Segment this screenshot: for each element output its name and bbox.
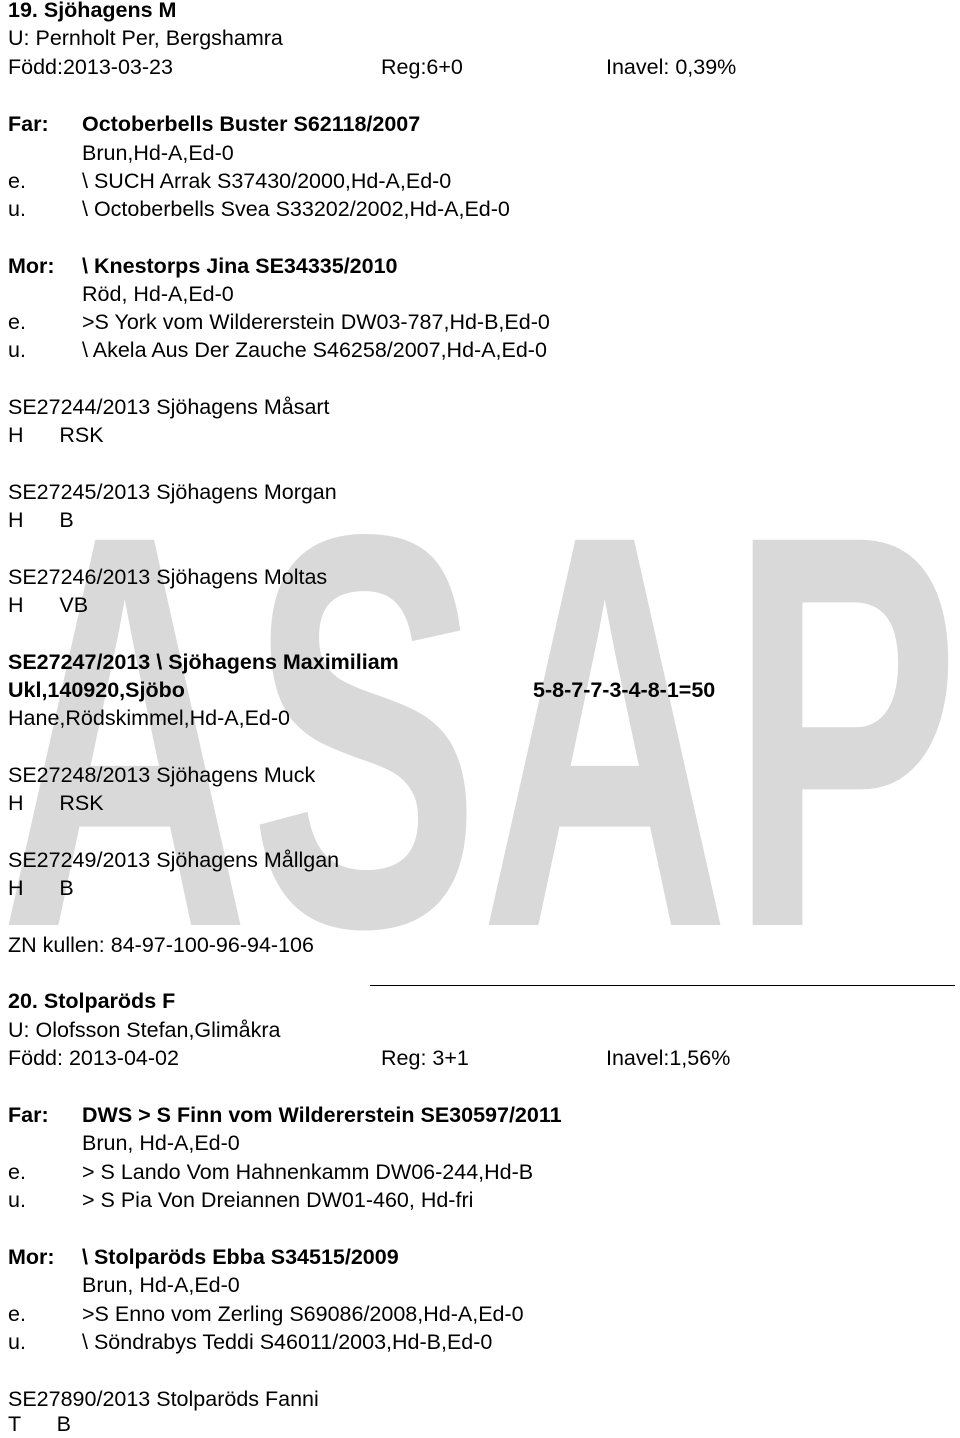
mor-u: \ Söndrabys Teddi S46011/2003,Hd-B,Ed-0 <box>82 1330 493 1354</box>
dog20-born: Född: 2013-04-02 <box>8 1046 179 1070</box>
offspring-result: H RSK <box>8 791 104 815</box>
zn-kullen: ZN kullen: 84-97-100-96-94-106 <box>8 933 314 957</box>
far-u-label: u. <box>8 197 26 221</box>
offspring-name: SE27246/2013 Sjöhagens Moltas <box>8 565 328 589</box>
far-info: Brun,Hd-A,Ed-0 <box>82 141 234 165</box>
far-e: > S Lando Vom Hahnenkamm DW06-244,Hd-B <box>82 1160 534 1184</box>
dog19-inbreeding: Inavel: 0,39% <box>606 55 737 79</box>
offspring-result: T B <box>8 1412 71 1436</box>
mor-e: >S Enno vom Zerling S69086/2008,Hd-A,Ed-0 <box>82 1302 524 1326</box>
offspring-name: SE27890/2013 Stolparöds Fanni <box>8 1387 319 1411</box>
far-name: Octoberbells Buster S62118/2007 <box>82 112 421 136</box>
featured-info: Hane,Rödskimmel,Hd-A,Ed-0 <box>8 706 290 730</box>
far-e-label: e. <box>8 1160 26 1184</box>
section-divider <box>370 985 955 986</box>
featured-test: Ukl,140920,Sjöbo <box>8 678 185 702</box>
mor-info: Röd, Hd-A,Ed-0 <box>82 282 234 306</box>
far-label: Far: <box>8 1103 49 1127</box>
far-name: DWS > S Finn vom Wildererstein SE30597/2011 <box>82 1103 562 1127</box>
dog19-title: 19. Sjöhagens M <box>8 0 177 22</box>
offspring-result: H B <box>8 876 74 900</box>
far-e: \ SUCH Arrak S37430/2000,Hd-A,Ed-0 <box>82 169 452 193</box>
dog20-owner: U: Olofsson Stefan,Glimåkra <box>8 1018 281 1042</box>
mor-e: >S York vom Wildererstein DW03-787,Hd-B,Ed-0 <box>82 310 550 334</box>
featured-offspring-name: SE27247/2013 \ Sjöhagens Maximiliam <box>8 650 399 674</box>
mor-u-label: u. <box>8 1330 26 1354</box>
offspring-result: H RSK <box>8 423 104 447</box>
mor-name: \ Stolparöds Ebba S34515/2009 <box>82 1245 399 1269</box>
mor-name: \ Knestorps Jina SE34335/2010 <box>82 254 398 278</box>
watermark-text: ASAP <box>0 418 960 940</box>
mor-label: Mor: <box>8 254 55 278</box>
dog20-inbreeding: Inavel:1,56% <box>606 1046 731 1070</box>
offspring-result: H B <box>8 508 74 532</box>
offspring-name: SE27249/2013 Sjöhagens Mållgan <box>8 848 340 872</box>
offspring-name: SE27244/2013 Sjöhagens Måsart <box>8 395 330 419</box>
mor-e-label: e. <box>8 1302 26 1326</box>
offspring-name: SE27245/2013 Sjöhagens Morgan <box>8 480 337 504</box>
mor-label: Mor: <box>8 1245 55 1269</box>
mor-u-label: u. <box>8 338 26 362</box>
featured-score: 5-8-7-7-3-4-8-1=50 <box>533 678 716 702</box>
dog20-reg: Reg: 3+1 <box>381 1046 469 1070</box>
far-u: \ Octoberbells Svea S33202/2002,Hd-A,Ed-0 <box>82 197 510 221</box>
far-u: > S Pia Von Dreiannen DW01-460, Hd-fri <box>82 1188 474 1212</box>
mor-info: Brun, Hd-A,Ed-0 <box>82 1273 240 1297</box>
far-label: Far: <box>8 112 49 136</box>
offspring-result: H VB <box>8 593 89 617</box>
mor-u: \ Akela Aus Der Zauche S46258/2007,Hd-A,Ed-0 <box>82 338 547 362</box>
dog19-owner: U: Pernholt Per, Bergshamra <box>8 26 283 50</box>
dog19-born: Född:2013-03-23 <box>8 55 173 79</box>
offspring-name: SE27248/2013 Sjöhagens Muck <box>8 763 316 787</box>
far-e-label: e. <box>8 169 26 193</box>
far-info: Brun, Hd-A,Ed-0 <box>82 1131 240 1155</box>
dog20-title: 20. Stolparöds F <box>8 989 176 1013</box>
far-u-label: u. <box>8 1188 26 1212</box>
mor-e-label: e. <box>8 310 26 334</box>
dog19-reg: Reg:6+0 <box>381 55 463 79</box>
